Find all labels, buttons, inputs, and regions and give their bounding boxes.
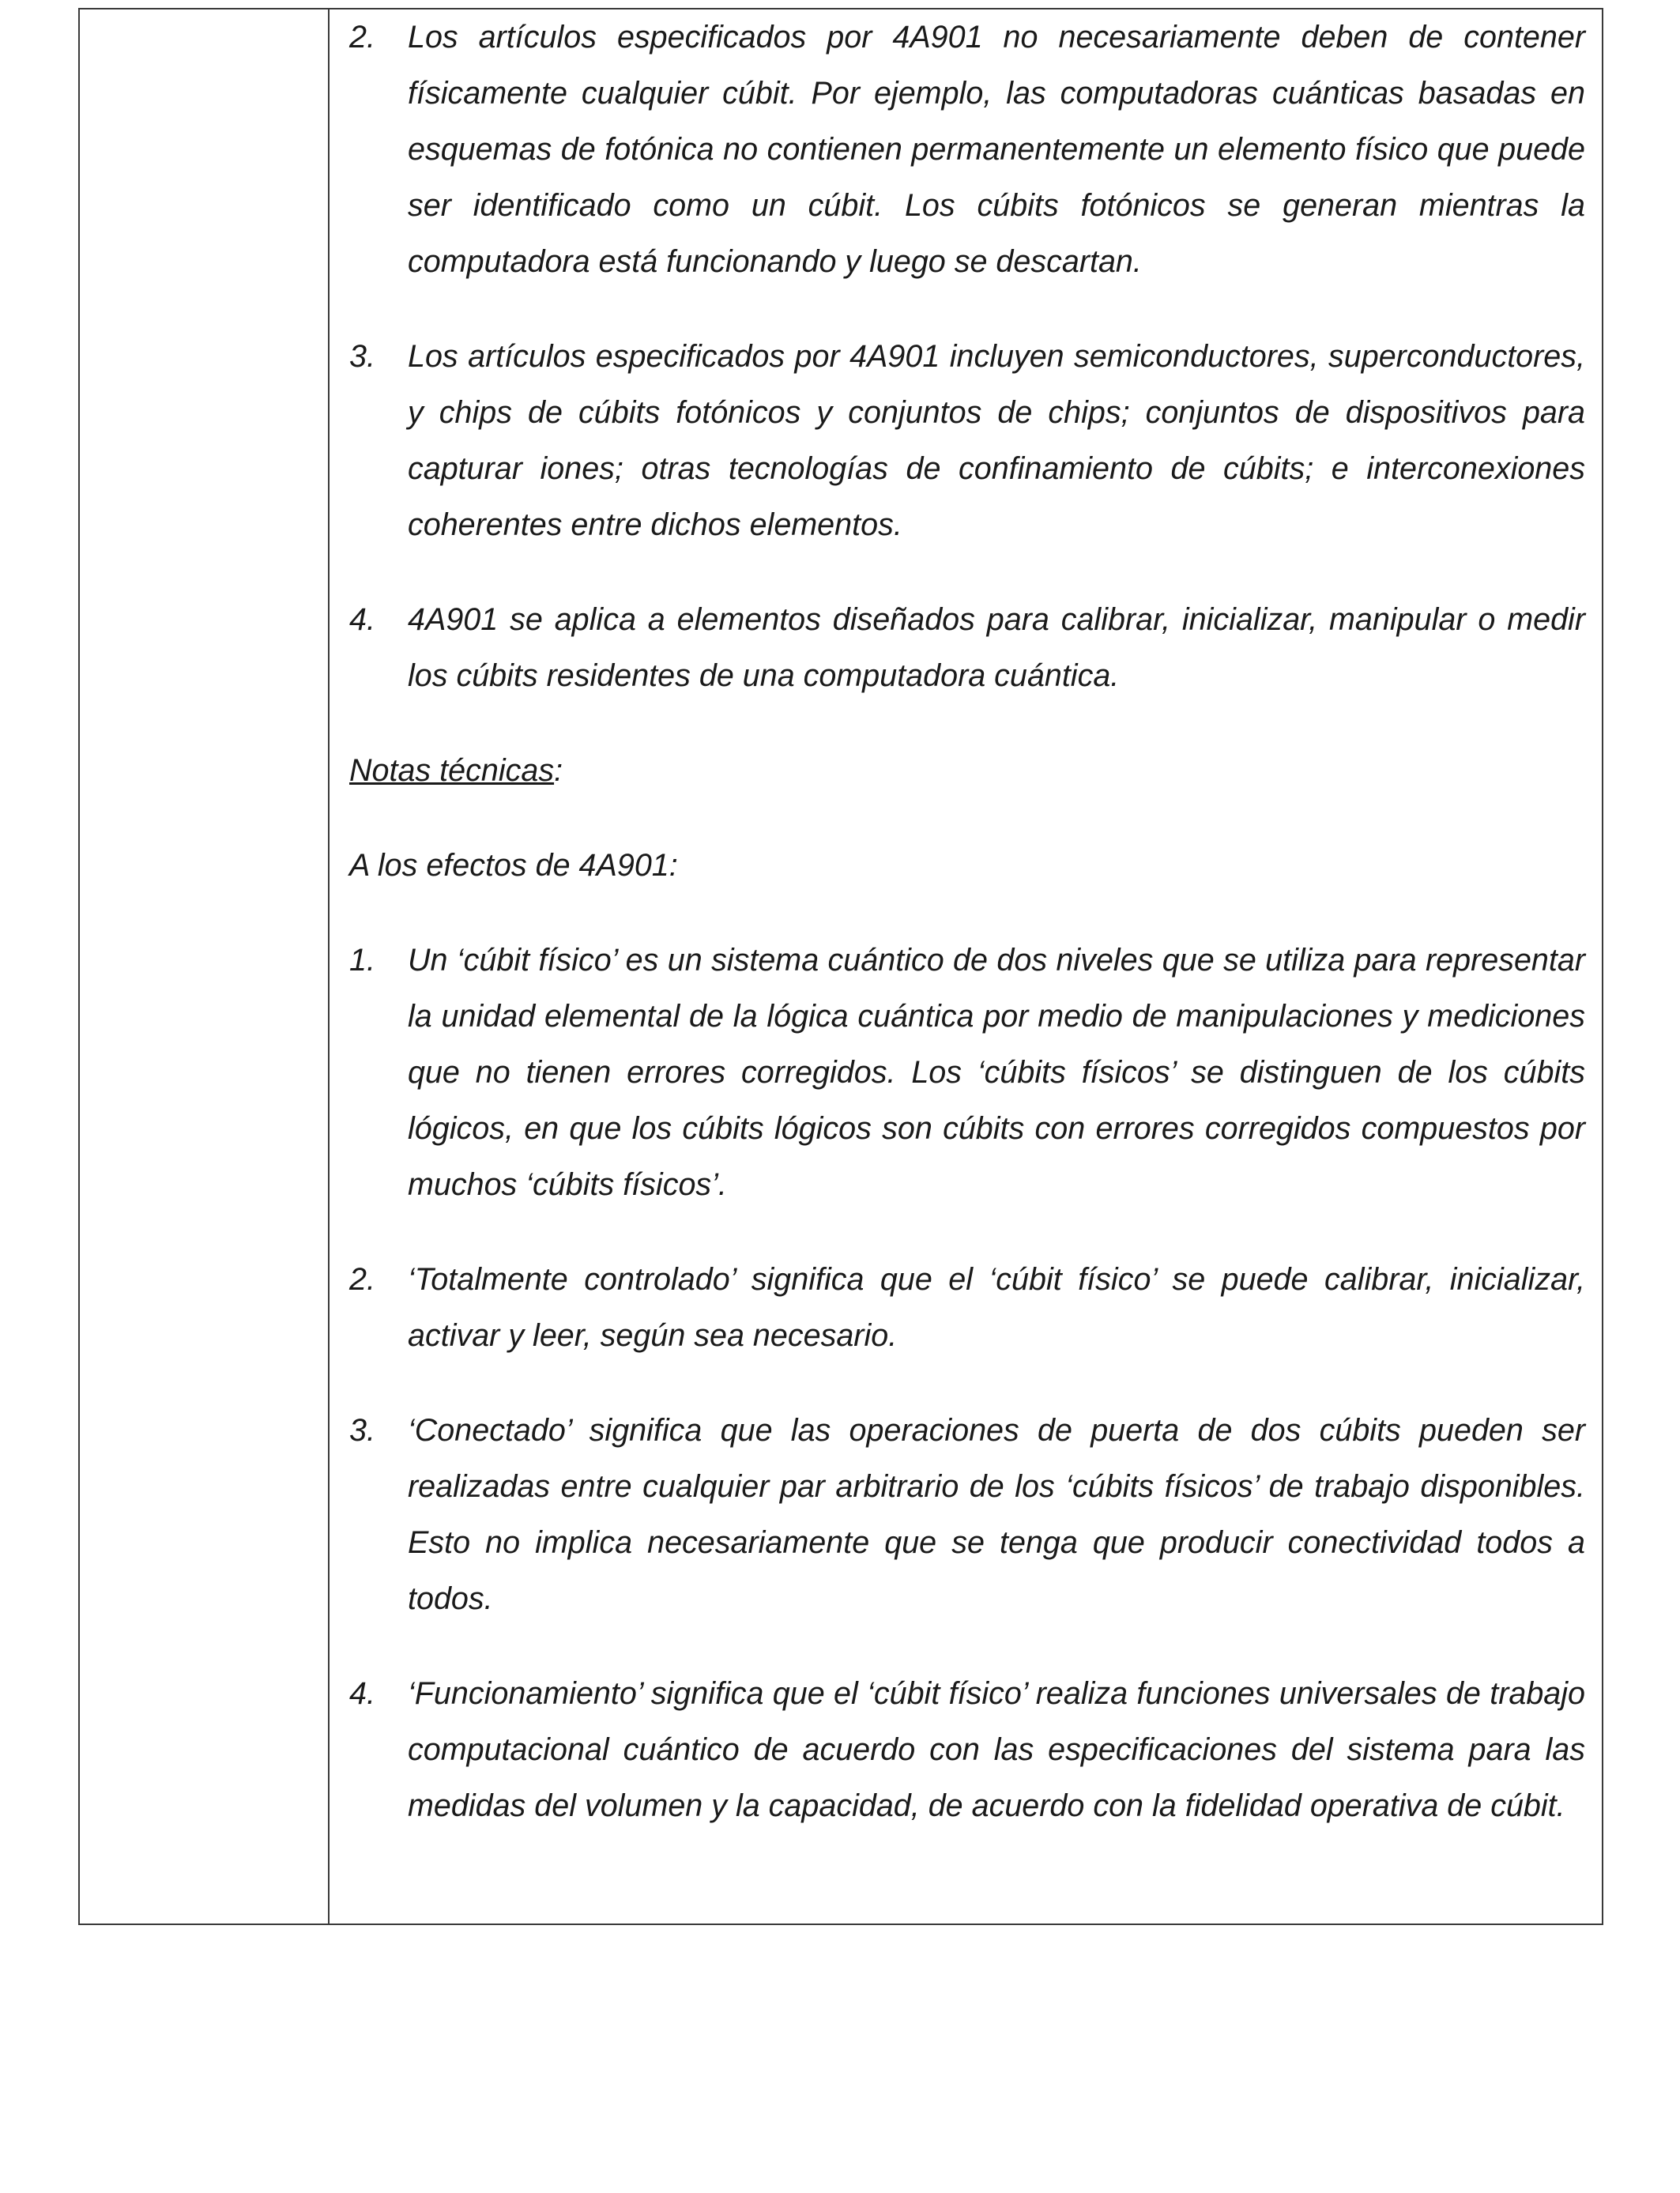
list-item-text: 4A901 se aplica a elementos diseñados para calibrar, inicializar, manipular o medir los cúbits residentes de una computadora cuántica. <box>408 602 1585 693</box>
cell-content <box>349 9 1585 1834</box>
table-right-cell <box>349 9 1585 1924</box>
list-item-text: Un ‘cúbit físico’ es un sistema cuántico de dos niveles que se utiliza para representar la unidad elemental de la lógica cuántica por medio de manipulaciones y mediciones que no tienen errores corregidos. Los ‘cúbits físicos’ se distinguen de los cúbits lógicos, en que los cúbits lógicos son cúbits con errores corregidos compuestos por muchos ‘cúbits físicos’. <box>408 943 1585 1202</box>
list-item <box>349 1666 1585 1834</box>
list-item-number: 4. <box>349 1676 375 1711</box>
list-item-text: ‘Funcionamiento’ significa que el ‘cúbit físico’ realiza funciones universales de trabajo computacional cuántico de acuerdo con las especificaciones del sistema para las medidas del volumen y la capacidad, de acuerdo con la fidelidad operativa de cúbit. <box>408 1676 1585 1823</box>
list-item-number: 2. <box>349 20 375 55</box>
table-left-cell <box>80 9 330 1924</box>
list-item <box>349 1403 1585 1627</box>
list-item <box>349 1252 1585 1364</box>
list-item-number: 4. <box>349 602 375 637</box>
list-item <box>349 592 1585 704</box>
list-item <box>349 9 1585 290</box>
list-item-text: ‘Conectado’ significa que las operaciones de puerta de dos cúbits pueden ser realizadas entre cualquier par arbitrario de los ‘cúbits físicos’ de trabajo disponibles. Esto no implica necesariamente que se tenga que producir conectividad todos a todos. <box>408 1413 1585 1616</box>
list-item-text: Los artículos especificados por 4A901 incluyen semiconductores, superconductores, y chips de cúbits fotónicos y conjuntos de chips; conjuntos de dispositivos para capturar iones; otras tecnologías de confinamiento de cúbits; e interconexiones coherentes entre dichos elementos. <box>408 339 1585 542</box>
list-item-text: Los artículos especificados por 4A901 no necesariamente deben de contener físicamente cualquier cúbit. Por ejemplo, las computadoras cuánticas basadas en esquemas de fotónica no contienen permanentemente un elemento físico que puede ser identificado como un cúbit. Los cúbits fotónicos se generan mientras la computadora está funcionando y luego se descartan. <box>408 20 1585 279</box>
list-item <box>349 329 1585 553</box>
list-item-text: ‘Totalmente controlado’ significa que el ‘cúbit físico’ se puede calibrar, inicializar, activar y leer, según sea necesario. <box>408 1262 1585 1353</box>
list-item-number: 2. <box>349 1262 375 1297</box>
notes-heading <box>349 743 1585 799</box>
document-table <box>78 8 1603 1925</box>
list-item <box>349 933 1585 1213</box>
notes-heading-label: Notas técnicas <box>349 753 555 788</box>
list-item-number: 3. <box>349 1413 375 1448</box>
list-item-number: 1. <box>349 943 375 978</box>
list-item-number: 3. <box>349 339 375 374</box>
notes-intro: A los efectos de 4A901: <box>349 848 678 883</box>
notes-heading-colon: : <box>554 753 563 788</box>
